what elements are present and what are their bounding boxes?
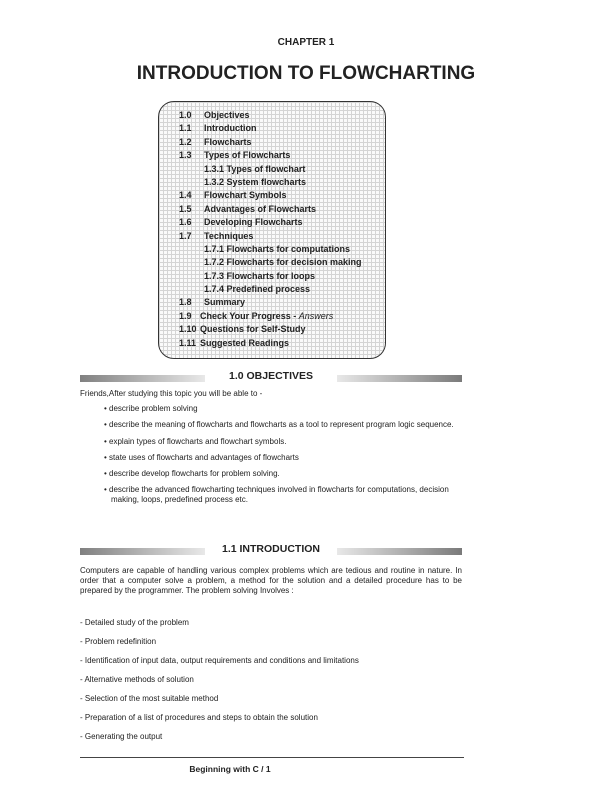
objectives-heading: 1.0 OBJECTIVES	[228, 370, 314, 382]
toc-item-label: Flowchart Symbols	[204, 190, 287, 201]
heading-divider-right	[337, 375, 462, 382]
objective-item: • describe the meaning of flowcharts and flowcharts as a tool to represent program logic sequence.	[104, 420, 454, 430]
footer-rule	[80, 757, 464, 758]
introduction-heading: 1.1 INTRODUCTION	[221, 543, 320, 555]
page-footer: Beginning with C / 1	[189, 764, 271, 774]
toc-item-label: 1.3.1 Types of flowchart	[204, 163, 306, 174]
toc-item	[179, 137, 385, 150]
introduction-heading-bar	[80, 545, 462, 557]
toc-item	[179, 257, 385, 270]
toc-item-number: 1.3	[179, 150, 192, 161]
toc-item-number: 1.11	[179, 337, 197, 348]
objectives-intro: Friends,After studying this topic you will be able to -	[80, 389, 263, 398]
toc-item	[179, 271, 385, 284]
toc-item-number: 1.2	[179, 136, 192, 147]
toc-item	[179, 217, 385, 230]
step-item: - Preparation of a list of procedures and steps to obtain the solution	[80, 713, 318, 722]
chapter-title: INTRODUCTION TO FLOWCHARTING	[136, 63, 476, 84]
table-of-contents	[158, 101, 386, 359]
toc-item-number: 1.0	[179, 110, 192, 120]
objectives-list	[104, 404, 464, 512]
toc-item-label: Types of Flowcharts	[204, 150, 291, 161]
toc-item	[179, 297, 385, 310]
toc-item-label: 1.3.2 System flowcharts	[204, 176, 307, 187]
toc-item	[179, 324, 385, 337]
toc-item	[179, 164, 385, 177]
toc-item-number: 1.6	[179, 217, 192, 228]
toc-item	[179, 177, 385, 190]
toc-item-number: 1.5	[179, 203, 192, 214]
step-item: - Generating the output	[80, 732, 163, 741]
toc-item-label: 1.7.1 Flowcharts for computations	[204, 243, 351, 254]
toc-item-number: 1.4	[179, 190, 192, 201]
chapter-label: CHAPTER 1	[277, 37, 335, 48]
toc-item	[179, 123, 385, 136]
objective-item: • describe problem solving	[104, 404, 198, 413]
toc-item-label: 1.7.3 Flowcharts for loops	[204, 270, 316, 281]
toc-item	[179, 231, 385, 244]
toc-item-label: Introduction	[204, 123, 257, 134]
toc-item-label: Advantages of Flowcharts	[204, 203, 317, 214]
toc-item-label: Check Your Progress -	[200, 310, 299, 321]
toc-item-label: Summary	[204, 297, 246, 308]
toc-item	[179, 244, 385, 257]
toc-item	[179, 150, 385, 163]
toc-item-label: Techniques	[204, 230, 254, 241]
toc-item	[179, 284, 385, 297]
toc-item-label: Questions for Self-Study	[200, 324, 306, 335]
toc-item	[179, 190, 385, 203]
step-item: - Alternative methods of solution	[80, 675, 194, 684]
toc-item-label: Developing Flowcharts	[204, 217, 303, 228]
toc-item-label: 1.7.4 Predefined process	[204, 284, 311, 295]
objective-item: • describe the advanced flowcharting techniques involved in flowcharts for computations, decision making, loops, predefined process etc.	[104, 485, 449, 505]
objective-item: • state uses of flowcharts and advantages of flowcharts	[104, 452, 299, 462]
heading-divider-right	[337, 548, 462, 555]
step-item: - Problem redefinition	[80, 637, 157, 646]
toc-item-label: Objectives	[204, 110, 250, 120]
toc-item-number: 1.10	[179, 324, 197, 335]
objective-item: • explain types of flowcharts and flowchart symbols.	[104, 436, 287, 446]
toc-item-number: 1.9	[179, 310, 192, 321]
toc-item	[179, 204, 385, 217]
problem-solving-steps	[80, 618, 462, 751]
toc-item	[179, 110, 385, 123]
toc-item-number: 1.7	[179, 230, 192, 241]
objectives-heading-bar	[80, 372, 462, 384]
toc-item-label: Flowcharts	[204, 136, 252, 147]
step-item: - Identification of input data, output requirements and conditions and limitations	[80, 656, 359, 665]
step-item: - Detailed study of the problem	[80, 618, 189, 627]
toc-item	[179, 338, 385, 351]
toc-item-label: 1.7.2 Flowcharts for decision making	[204, 257, 362, 268]
toc-item-italic: Answers	[298, 310, 334, 321]
objective-item: • describe develop flowcharts for problem solving.	[104, 469, 280, 479]
introduction-paragraph: Computers are capable of handling various complex problems which are tedious and routine in nature. In order that a computer solve a problem, a method for the solution and a detailed procedure has to be prepared by the programmer. The problem solving Involves :	[80, 566, 462, 595]
step-item: - Selection of the most suitable method	[80, 694, 219, 703]
toc-item	[179, 311, 385, 324]
toc-item-number: 1.8	[179, 297, 192, 308]
toc-item-number: 1.1	[179, 123, 192, 134]
toc-item-label: Suggested Readings	[200, 337, 290, 348]
